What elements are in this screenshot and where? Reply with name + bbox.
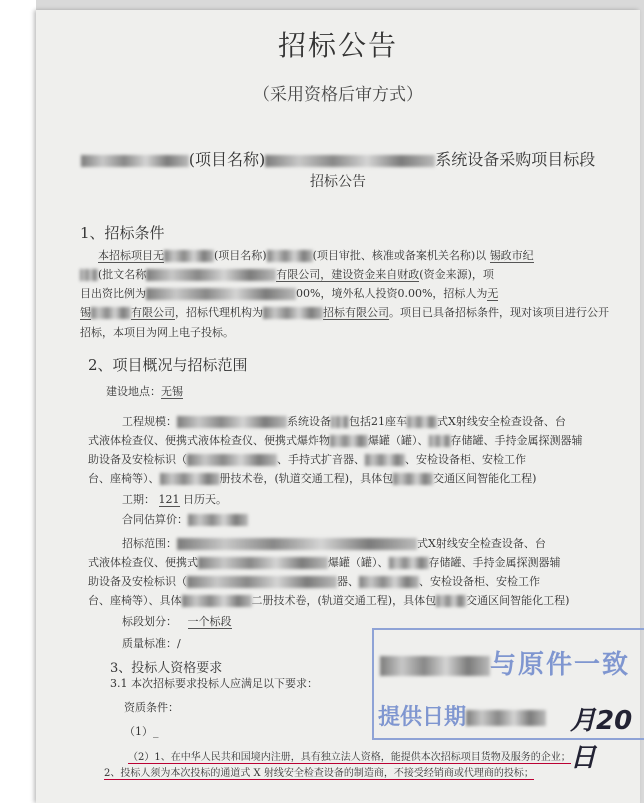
period-row	[122, 490, 227, 510]
site-row	[106, 382, 183, 402]
redacted-block	[466, 710, 546, 726]
redacted-block	[188, 514, 248, 526]
scope-text: 器、	[337, 575, 359, 588]
s1-text: 财政	[397, 268, 420, 281]
s1-text: (项目审批、核准或备案机关名称)以	[312, 249, 487, 262]
redacted-block	[330, 435, 368, 447]
s1-line-1	[98, 246, 534, 266]
site-label: 建设地点：	[106, 385, 161, 398]
page-subtitle: （采用资格后审方式）	[253, 85, 423, 105]
s1-text: (项目名称)	[214, 249, 267, 262]
req-line-1: （2）1、在中华人民共和国境内注册，具有独立法人资格，能提供本次招标项目货物及服务的企业；	[128, 748, 571, 764]
scale-text: 交通区间智能化工程)	[433, 472, 537, 485]
s1-text: 锡政市纪	[489, 249, 534, 262]
redacted-block	[265, 155, 435, 167]
project-subtitle: 招标公告	[310, 174, 366, 190]
scope-text: 、安检设备柜、安检工作	[419, 575, 540, 588]
scope-line-4	[88, 591, 569, 611]
section-2-heading: 2、项目概况与招标范围	[88, 356, 248, 374]
scale-label: 工程规模：	[122, 415, 177, 428]
s1-text: 有限公司，建设资金来自	[276, 268, 398, 281]
s1-text: 锡	[80, 306, 91, 319]
redacted-block	[187, 454, 277, 466]
cost-row	[122, 510, 248, 530]
redacted-block	[91, 307, 131, 319]
lot-label: 标段划分：	[122, 615, 177, 628]
scope-text: 式液体检查仪、便携式	[88, 556, 198, 569]
scope-text: 二册技术卷，(轨道交通工程)，具体包	[251, 594, 437, 607]
s1-text: (批文名称	[98, 268, 147, 281]
lot-value: 一个标段	[187, 615, 232, 628]
redacted-block	[393, 473, 433, 485]
stamp-date-prefix: 提供日期	[378, 704, 467, 730]
quality-row: 质量标准：/	[122, 637, 181, 650]
site-value: 无锡	[161, 385, 183, 398]
period-value: 121	[158, 493, 180, 506]
scale-text: 、安检设备柜、安检工作	[405, 453, 526, 466]
scale-line-2	[88, 431, 583, 451]
stamp-line-1: 与原件一致	[490, 650, 631, 680]
redacted-block	[359, 576, 419, 588]
redacted-block	[380, 656, 490, 676]
scale-text: 式液体检查仪、便携式液体检查仪、便携式爆炸物	[88, 434, 330, 447]
req-line-2: 2、投标人须为本次投标的通道式 X 射线安全检查设备的制造商，不接受经销商或代理商的投标；	[104, 764, 534, 780]
redacted-block	[164, 250, 214, 262]
left-background	[0, 0, 36, 803]
period-label: 工期：	[122, 493, 155, 506]
s1-text: (资金来源)，项	[419, 268, 494, 281]
lot-row	[122, 612, 232, 632]
cost-label: 合同估算价：	[122, 513, 188, 526]
redacted-block	[331, 416, 349, 428]
redacted-block	[177, 416, 287, 428]
scope-text: 台、座椅等）、具体	[88, 594, 182, 607]
scale-text: 包括21座车	[349, 415, 407, 428]
handwritten-date: 月20日	[570, 706, 633, 773]
scope-text: 助设备及安检标识（	[88, 575, 187, 588]
s1-text: 招标有限公司	[323, 306, 389, 319]
scale-text: 系统设备	[287, 415, 331, 428]
scale-line-1	[122, 412, 566, 432]
scope-text: 式X射线安全检查设备、台	[417, 537, 546, 550]
s1-line-2	[80, 265, 494, 285]
redacted-block	[160, 473, 220, 485]
scale-text: 存储罐、手持金属探测器辅	[450, 434, 583, 447]
s3-sub: 3.1 本次招标要求投标人应满足以下要求：	[110, 677, 318, 690]
redacted-block	[389, 557, 429, 569]
s1-line-4	[80, 303, 609, 323]
redacted-block	[198, 557, 328, 569]
scale-text: 爆罐（罐）、	[368, 434, 429, 447]
certification-stamp	[372, 628, 644, 773]
scale-text: 助设备及安检标识（	[88, 453, 187, 466]
scope-text: 存储罐、手持金属探测器辅	[428, 556, 561, 569]
document-page	[36, 10, 640, 803]
redacted-block	[267, 250, 313, 262]
scope-line-1	[122, 534, 546, 554]
redacted-block	[429, 435, 451, 447]
period-unit: 日历天。	[183, 493, 227, 506]
s1-text: 00%，境外私人投资0.00%，招标人为	[296, 287, 488, 300]
section-1-heading: 1、招标条件	[80, 224, 165, 242]
scope-text: 爆罐（罐）、	[328, 556, 389, 569]
scale-text: 式X射线安全检查设备、台	[437, 415, 566, 428]
scope-line-3	[88, 572, 540, 592]
scale-line-3	[88, 450, 526, 470]
project-name-suffix: 系统设备采购项目标段	[435, 150, 596, 169]
redacted-block	[80, 269, 98, 281]
qual-item-1: （1）_	[124, 725, 159, 738]
redacted-block	[436, 595, 466, 607]
s1-text: 。项目已具备招标条件，现对该项目进行公开	[389, 306, 609, 319]
page-title: 招标公告	[277, 29, 398, 62]
redacted-block	[182, 595, 252, 607]
redacted-block	[146, 288, 296, 300]
scale-text: 册技术卷，(轨道交通工程)，具体包	[219, 472, 394, 485]
s1-text: 无	[487, 287, 499, 300]
s1-text: 目出资比例为	[80, 287, 146, 300]
s1-line-3	[80, 284, 498, 304]
project-name-line	[36, 147, 640, 170]
s1-line-5: 招标，本项目为网上电子投标。	[80, 326, 234, 339]
project-label: (项目名称)	[188, 150, 266, 169]
scale-text: 、手持式扩音器、	[277, 453, 365, 466]
s1-text: 本招标项目无	[98, 249, 164, 262]
qual-label: 资质条件：	[124, 701, 179, 714]
scale-line-4	[88, 469, 536, 489]
stamp-text	[380, 644, 630, 681]
redacted-block	[81, 155, 189, 167]
scope-line-2	[88, 553, 561, 573]
redacted-block	[187, 576, 337, 588]
redacted-block	[407, 416, 437, 428]
stamp-date	[378, 700, 546, 731]
s1-text: 有限公司	[131, 306, 175, 319]
scope-text: 交通区间智能化工程)	[466, 594, 570, 607]
scope-label: 招标范围：	[122, 537, 177, 550]
scale-text: 台、座椅等）、	[88, 472, 160, 485]
redacted-block	[263, 307, 323, 319]
section-3-heading: 3、投标人资格要求	[110, 661, 223, 676]
redacted-block	[365, 454, 405, 466]
redacted-block	[177, 538, 417, 550]
redacted-block	[146, 269, 276, 281]
s1-text: ，招标代理机构为	[175, 306, 263, 319]
